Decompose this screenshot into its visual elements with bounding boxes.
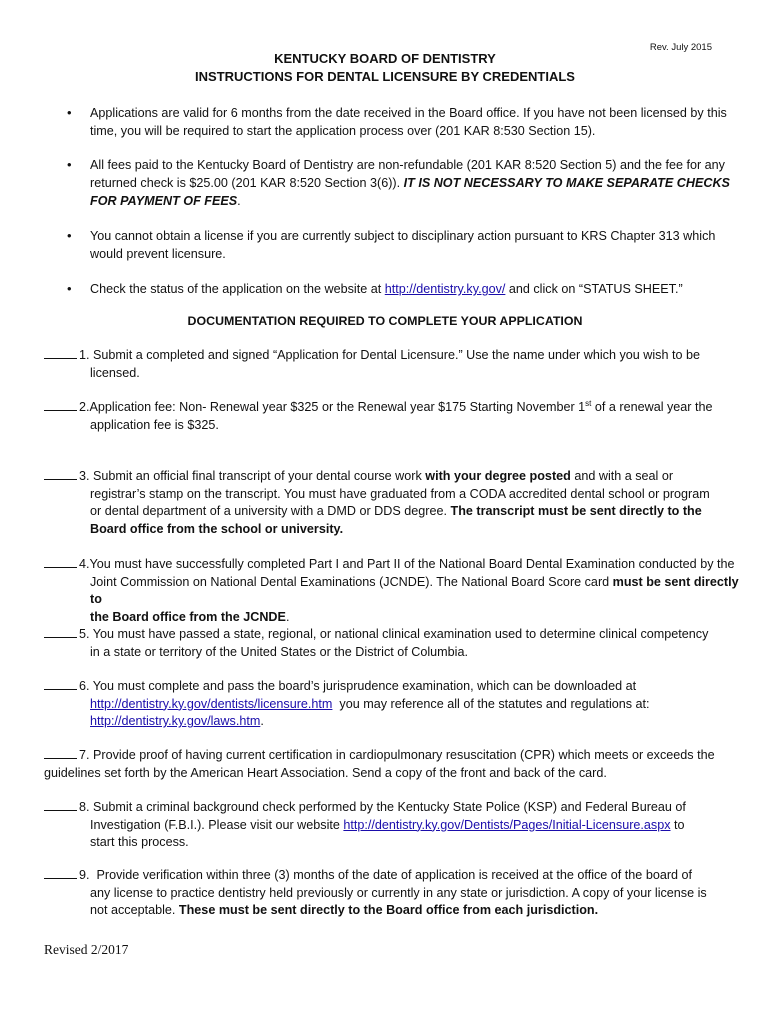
item-text: any license to practice dentistry held previously or currently in any state or jurisdiction. A copy of your license is xyxy=(90,885,707,900)
item-text: Provide proof of having current certification in cardiopulmonary resuscitation (CPR) which meets or exceeds the xyxy=(93,748,715,762)
item-number: 5. xyxy=(79,627,90,641)
requirement-item-9 xyxy=(44,867,744,920)
item-number: 1. xyxy=(79,348,90,362)
bullet-text: Check the status of the application on the website at xyxy=(90,282,382,296)
item-text: Application fee: Non- Renewal year $325 or the Renewal year $175 Starting November 1 xyxy=(89,400,586,414)
requirement-item-4: 4.You must have successfully completed Part I and Part II of the National Board Dental Examination conducted by the Joint Commission on National Dental Examinations (JCNDE). The National Board Score card must be sent directly to the Board office from the JCNDE. xyxy=(44,556,744,626)
item-bold-text: the Board office from the JCNDE xyxy=(90,609,286,624)
item-text: and with a seal or xyxy=(574,469,674,483)
requirement-item-5 xyxy=(44,626,744,661)
item-text: or dental department of a university with a DMD or DDS degree. xyxy=(90,504,447,519)
revised-date: Revised 2/2017 xyxy=(44,942,129,957)
item-bold-text: Board office from the school or university. xyxy=(90,521,344,536)
bullet-text: You cannot obtain a license if you are currently subject to disciplinary action pursuant to KRS Chapter 313 which would prevent licensure. xyxy=(90,229,716,261)
bullet-icon: • xyxy=(67,157,72,172)
item-bold-text: with your degree posted xyxy=(425,469,571,483)
requirement-item-1 xyxy=(44,347,744,382)
item-text: Submit a completed and signed “Application for Dental Licensure.” Use the name under which you wish to be xyxy=(93,348,700,362)
bullet-icon: • xyxy=(67,105,72,120)
item-text: registrar’s stamp on the transcript. You must have graduated from a CODA accredited dental school or program xyxy=(90,486,710,501)
item-number: 8. xyxy=(79,800,90,814)
bullet-status xyxy=(67,280,730,298)
item-text: you may reference all of the statutes and regulations at: xyxy=(339,696,650,711)
item-text: You must complete and pass the board’s jurisprudence examination, which can be downloaded at xyxy=(92,679,637,693)
bullet-emphasis: IT IS NOT NECESSARY TO MAKE SEPARATE CHECKS FOR PAYMENT OF FEES xyxy=(90,176,730,208)
item-text: Submit an official final transcript of your dental course work xyxy=(93,469,422,483)
item-text: You must have successfully completed Part I and Part II of the National Board Dental Examination conducted by the xyxy=(89,557,735,571)
laws-link[interactable]: http://dentistry.ky.gov/laws.htm xyxy=(90,714,261,729)
checkbox-line[interactable] xyxy=(44,556,77,568)
bullet-icon: • xyxy=(67,228,72,243)
item-number: 2. xyxy=(79,400,90,414)
bullet-disciplinary xyxy=(67,227,730,263)
item-text: start this process. xyxy=(90,835,189,850)
page-title: KENTUCKY BOARD OF DENTISTRY xyxy=(274,51,496,66)
licensure-link[interactable]: http://dentistry.ky.gov/dentists/licensure.htm xyxy=(90,696,333,711)
item-number: 6. xyxy=(79,679,90,693)
requirement-item-3 xyxy=(44,468,744,538)
page-subtitle: INSTRUCTIONS FOR DENTAL LICENSURE BY CREDENTIALS xyxy=(195,69,575,84)
item-bold-text: These must be sent directly to the Board office from each jurisdiction. xyxy=(178,903,599,918)
bullet-text: and click on “STATUS SHEET.” xyxy=(508,282,683,296)
item-text: Provide verification within three (3) months of the date of application is received at the office of the board of xyxy=(96,868,693,882)
revision-date: Rev. July 2015 xyxy=(649,42,712,53)
checkbox-line[interactable] xyxy=(44,626,77,638)
section-heading: DOCUMENTATION REQUIRED TO COMPLETE YOUR APPLICATION xyxy=(187,314,583,328)
superscript: st xyxy=(585,398,592,408)
item-text: Submit a criminal background check performed by the Kentucky State Police (KSP) and Federal Bureau of xyxy=(93,800,686,814)
item-text: licensed. xyxy=(90,365,140,380)
requirement-item-7 xyxy=(44,747,744,782)
item-text: Investigation (F.B.I.). Please visit our website xyxy=(90,817,340,832)
item-bold-text: must be sent directly to xyxy=(90,574,739,607)
requirement-item-8 xyxy=(44,799,744,852)
item-text: of a renewal year the xyxy=(594,400,713,414)
item-text: guidelines set forth by the American Heart Association. Send a copy of the front and back of the card. xyxy=(44,765,607,780)
dentistry-website-link[interactable]: http://dentistry.ky.gov/ xyxy=(384,282,506,296)
bullet-icon: • xyxy=(67,281,72,296)
item-text: You must have passed a state, regional, or national clinical examination used to determine clinical competency xyxy=(92,627,709,641)
item-text: application fee is $325. xyxy=(90,417,219,432)
checkbox-line[interactable] xyxy=(44,399,77,411)
item-text: to xyxy=(674,817,685,832)
initial-licensure-link[interactable]: http://dentistry.ky.gov/Dentists/Pages/Initial-Licensure.aspx xyxy=(343,817,671,832)
item-text: Joint Commission on National Dental Examinations (JCNDE). The National Board Score card xyxy=(90,574,610,589)
item-text: in a state or territory of the United States or the District of Columbia. xyxy=(90,644,468,659)
item-number: 9. xyxy=(79,868,90,882)
item-number: 7. xyxy=(79,748,90,762)
checkbox-line[interactable] xyxy=(44,747,77,759)
checkbox-line[interactable] xyxy=(44,678,77,690)
item-text: not acceptable. xyxy=(90,903,176,918)
requirement-item-2 xyxy=(44,399,744,434)
bullet-text: Applications are valid for 6 months from the date received in the Board office. If you have not been licensed by this time, you will be required to start the application process over (201 KAR 8:530 Section 15). xyxy=(90,106,727,138)
item-bold-text: The transcript must be sent directly to the xyxy=(450,504,702,519)
bullet-text: All fees paid to the Kentucky Board of Dentistry are non-refundable (201 KAR 8:520 Section 5) and the fee for any returned check is $25.00 (201 KAR 8:520 Section 3(6)). xyxy=(90,158,725,190)
checkbox-line[interactable] xyxy=(44,468,77,480)
item-number: 3. xyxy=(79,469,90,483)
requirement-item-6: 6. You must complete and pass the board’s jurisprudence examination, which can be downloaded at http://dentistry.ky.gov/dentists/licensure.htm you may reference all of the statutes and regulations at: http://dentistry.ky.gov/laws.htm. xyxy=(44,678,744,731)
bullet-fees: • All fees paid to the Kentucky Board of Dentistry are non-refundable (201 KAR 8:520 Section 5) and the fee for any returned check is $25.00 (201 KAR 8:520 Section 3(6)). IT IS NOT NECESSARY TO MAKE SEPARATE CHECKS FOR PAYMENT OF FEES. xyxy=(67,157,730,208)
bullet-validity xyxy=(67,104,730,140)
checkbox-line[interactable] xyxy=(44,867,77,879)
item-number: 4. xyxy=(79,557,90,571)
checkbox-line[interactable] xyxy=(44,347,77,359)
checkbox-line[interactable] xyxy=(44,799,77,811)
